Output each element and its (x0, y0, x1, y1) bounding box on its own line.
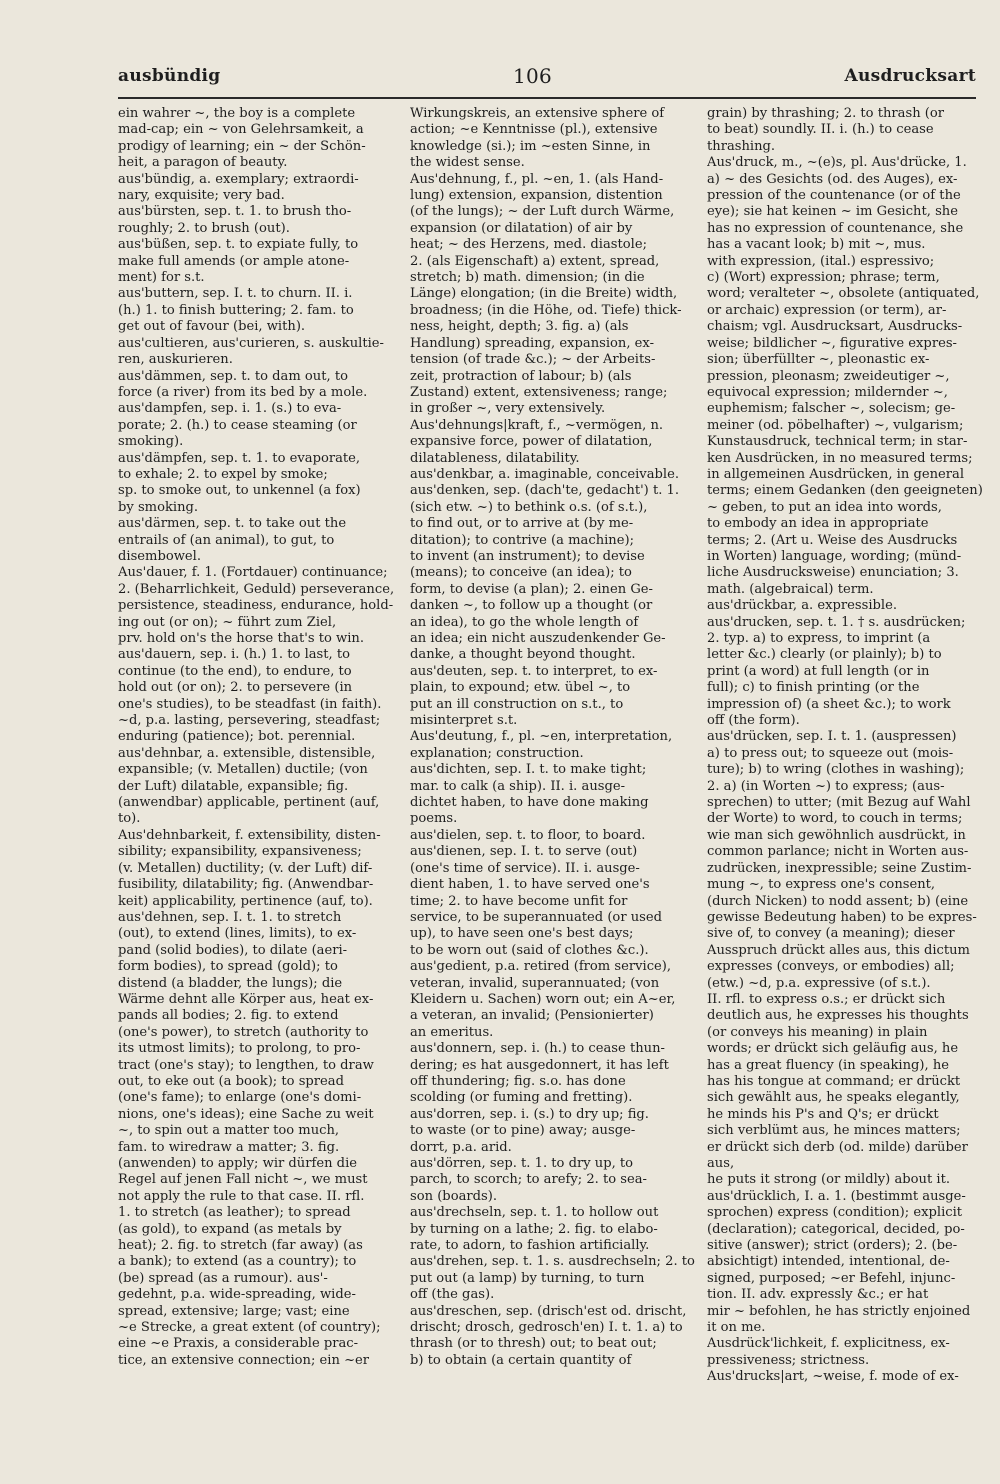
left-guide-word: ausbündig (118, 66, 221, 86)
page-number: 106 (512, 64, 553, 88)
right-guide-word: Ausdrucksart (844, 66, 976, 86)
column-left: ein wahrer ~, the boy is a complete mad-cap; ein ~ von Gelehrsamkeit, a prodigy of learning; ein ~ der Schön- heit, a paragon of beauty. aus'bündig, a. exemplary; extraordi- nary, exquisite; very bad. aus'bürsten, sep. t. 1. to brush tho- roughly; 2. to brush (out). aus'büßen, sep. t. to expiate fully, to make full amends (or ample atone- ment) for s.t. aus'buttern, sep. I. t. to churn. II. i. (h.) 1. to finish buttering; 2. fam. to get out of favour (bei, with). aus'cultieren, aus'curieren, s. auskultie- ren, auskurieren. aus'dämmen, sep. t. to dam out, to force (a river) from its bed by a mole. aus'dampfen, sep. i. 1. (s.) to eva- porate; 2. (h.) to cease steaming (or smoking). aus'dämpfen, sep. t. 1. to evaporate, to exhale; 2. to expel by smoke; sp. to smoke out, to unkennel (a fox) by smoking. aus'därmen, sep. t. to take out the entrails of (an animal), to gut, to disembowel. Aus'dauer, f. 1. (Fortdauer) continuance; 2. (Beharrlichkeit, Geduld) perseverance, persistence, steadiness, endurance, hold- ing out (or on); ~ führt zum Ziel, prv. hold on's the horse that's to win. aus'dauern, sep. i. (h.) 1. to last, to continue (to the end), to endure, to hold out (or on); 2. to persevere (in one's studies), to be steadfast (in faith). ~d, p.a. lasting, persevering, steadfast; enduring (patience); bot. perennial. aus'dehnbar, a. extensible, distensible, expansible; (v. Metallen) ductile; (von der Luft) dilatable, expansible; fig. (anwendbar) applicable, pertinent (auf, to). Aus'dehnbarkeit, f. extensibility, disten- sibility; expansibility, expansiveness; (v. Metallen) ductility; (v. der Luft) dif- fusibility, dilatability; fig. (Anwendbar- keit) applicability, pertinence (auf, to). aus'dehnen, sep. I. t. 1. to stretch (out), to extend (lines, limits), to ex- pand (solid bodies), to dilate (aeri- form bodies), to spread (gold); to distend (a bladder, the lungs); die Wärme dehnt alle Körper aus, heat ex- pands all bodies; 2. fig. to extend (one's power), to stretch (authority to its utmost limits); to prolong, to pro- tract (one's stay); to lengthen, to draw out, to eke out (a book); to spread (one's fame); to enlarge (one's domi- nions, one's ideas); eine Sache zu weit ~, to spin out a matter too much, fam. to wiredraw a matter; 3. fig. (anwenden) to apply; wir dürfen die Regel auf jenen Fall nicht ~, we must not apply the rule to that case. II. rfl. 1. to stretch (as leather); to spread (as gold), to expand (as metals by heat); 2. fig. to stretch (far away) (as a bank); to extend (as a country); to (be) spread (as a rumour). aus'- gedehnt, p.a. wide-spreading, wide- spread, extensive; large; vast; eine ~e Strecke, a great extent (of country); eine ~e Praxis, a considerable prac- tice, an extensive connection; ein ~er (118, 106, 395, 1368)
column-right: grain) by thrashing; 2. to thrash (or to beat) soundly. II. i. (h.) to cease thrashing. Aus'druck, m., ~(e)s, pl. Aus'drücke, 1. a) ~ des Gesichts (od. des Auges), ex- pression of the countenance (or of the eye); sie hat keinen ~ im Gesicht, she has no expression of countenance, she has a vacant look; b) mit ~, mus. with expression, (ital.) espressivo; c) (Wort) expression; phrase; term, word; veralteter ~, obsolete (antiquated, or archaic) expression (or term), ar- chaism; vgl. Ausdrucksart, Ausdrucks- weise; bildlicher ~, figurative expres- sion; überfüllter ~, pleonastic ex- pression, pleonasm; zweideutiger ~, equivocal expression; mildernder ~, euphemism; falscher ~, solecism; ge- meiner (od. pöbelhafter) ~, vulgarism; Kunstausdruck, technical term; in star- ken Ausdrücken, in no measured terms; in allgemeinen Ausdrücken, in general terms; einem Gedanken (den geeigneten) ~ geben, to put an idea into words, to embody an idea in appropriate terms; 2. (Art u. Weise des Ausdrucks in Worten) language, wording; (münd- liche Ausdrucksweise) enunciation; 3. math. (algebraical) term. aus'drückbar, a. expressible. aus'drucken, sep. t. 1. † s. ausdrücken; 2. typ. a) to express, to imprint (a letter &c.) clearly (or plainly); b) to print (a word) at full length (or in full); c) to finish printing (or the impression of) (a sheet &c.); to work off (the form). aus'drücken, sep. I. t. 1. (auspressen) a) to press out; to squeeze out (mois- ture); b) to wring (clothes in washing); 2. a) (in Worten ~) to express; (aus- sprechen) to utter; (mit Bezug auf Wahl der Worte) to word, to couch in terms; wie man sich gewöhnlich ausdrückt, in common parlance; nicht in Worten aus- zudrücken, inexpressible; seine Zustim- mung ~, to express one's consent, (durch Nicken) to nodd assent; b) (eine gewisse Bedeutung haben) to be expres- sive of, to convey (a meaning); dieser Ausspruch drückt alles aus, this dictum expresses (conveys, or embodies) all; (etw.) ~d, p.a. expressive (of s.t.). II. rfl. to express o.s.; er drückt sich deutlich aus, he expresses his thoughts (or conveys his meaning) in plain words; er drückt sich geläufig aus, he has a great fluency (in speaking), he has his tongue at command; er drückt sich gewählt aus, he speaks elegantly, he minds his P's and Q's; er drückt sich verblümt aus, he minces matters; er drückt sich derb (od. milde) darüber aus, he puts it strong (or mildly) about it. aus'drücklich, I. a. 1. (bestimmt ausge- sprochen) express (condition); explicit (declaration); categorical, decided, po- sitive (answer); strict (orders); 2. (be- absichtigt) intended, intentional, de- signed, purposed; ~er Befehl, injunc- tion. II. adv. expressly &c.; er hat mir ~ befohlen, he has strictly enjoined it on me. Ausdrück'lichkeit, f. explicitness, ex- pressiveness; strictness. Aus'drucks|art, ~weise, f. mode of ex- (707, 106, 983, 1385)
page-header (118, 62, 976, 90)
column-middle: Wirkungskreis, an extensive sphere of action; ~e Kenntnisse (pl.), extensive knowledge (si.); im ~esten Sinne, in the widest sense. Aus'dehnung, f., pl. ~en, 1. (als Hand- lung) extension, expansion, distention (of the lungs); ~ der Luft durch Wärme, expansion (or dilatation) of air by heat; ~ des Herzens, med. diastole; 2. (als Eigenschaft) a) extent, spread, stretch; b) math. dimension; (in die Länge) elongation; (in die Breite) width, broadness; (in die Höhe, od. Tiefe) thick- ness, height, depth; 3. fig. a) (als Handlung) spreading, expansion, ex- tension (of trade &c.); ~ der Arbeits- zeit, protraction of labour; b) (als Zustand) extent, extensiveness; range; in großer ~, very extensively. Aus'dehnungs|kraft, f., ~vermögen, n. expansive force, power of dilatation, dilatableness, dilatability. aus'denkbar, a. imaginable, conceivable. aus'denken, sep. (dach'te, gedacht') t. 1. (sich etw. ~) to bethink o.s. (of s.t.), to find out, or to arrive at (by me- ditation); to contrive (a machine); to invent (an instrument); to devise (means); to conceive (an idea); to form, to devise (a plan); 2. einen Ge- danken ~, to follow up a thought (or an idea), to go the whole length of an idea; ein nicht auszudenkender Ge- danke, a thought beyond thought. aus'deuten, sep. t. to interpret, to ex- plain, to expound; etw. übel ~, to put an ill construction on s.t., to misinterpret s.t. Aus'deutung, f., pl. ~en, interpretation, explanation; construction. aus'dichten, sep. I. t. to make tight; mar. to calk (a ship). II. i. ausge- dichtet haben, to have done making poems. aus'dielen, sep. t. to floor, to board. aus'dienen, sep. I. t. to serve (out) (one's time of service). II. i. ausge- dient haben, 1. to have served one's time; 2. to have become unfit for service, to be superannuated (or used up), to have seen one's best days; to be worn out (said of clothes &c.). aus'gedient, p.a. retired (from service), veteran, invalid, superannuated; (von Kleidern u. Sachen) worn out; ein A~er, a veteran, an invalid; (Pensionierter) an emeritus. aus'donnern, sep. i. (h.) to cease thun- dering; es hat ausgedonnert, it has left off thundering; fig. s.o. has done scolding (or fuming and fretting). aus'dorren, sep. i. (s.) to dry up; fig. to waste (or to pine) away; ausge- dorrt, p.a. arid. aus'dörren, sep. t. 1. to dry up, to parch, to scorch; to arefy; 2. to sea- son (boards). aus'drechseln, sep. t. 1. to hollow out by turning on a lathe; 2. fig. to elabo- rate, to adorn, to fashion artificially. aus'drehen, sep. t. 1. s. ausdrechseln; 2. to put out (a lamp) by turning, to turn off (the gas). aus'dreschen, sep. (drisch'est od. drischt, drischt; drosch, gedrosch'en) I. t. 1. a) to thrash (or to thresh) out; to beat out; b) to obtain (a certain quantity of (410, 106, 695, 1368)
header-rule (118, 97, 976, 99)
